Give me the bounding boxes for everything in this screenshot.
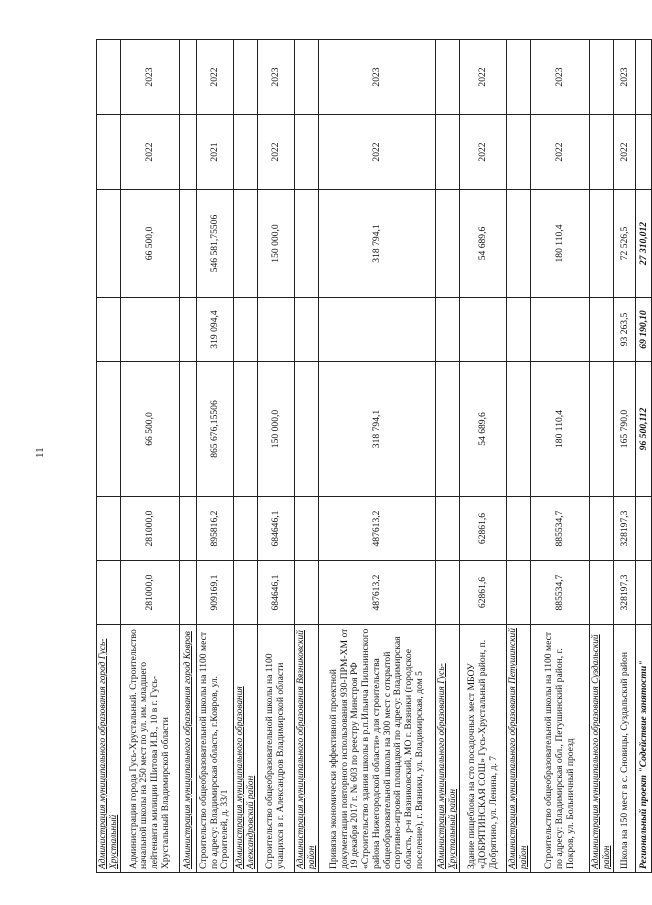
empty-cell <box>180 190 197 298</box>
total-funding-cell: 54 689,6 <box>460 362 507 497</box>
end-year-cell: 2022 <box>460 40 507 115</box>
empty-cell <box>97 40 121 115</box>
remaining-cost-cell: 281000,0 <box>121 497 180 561</box>
year2-funding-cell: 150 000,0 <box>258 190 295 298</box>
year2-funding-cell: 180 110,4 <box>531 190 590 298</box>
total-funding-cell: 150 000,0 <box>258 362 295 497</box>
empty-cell <box>507 115 531 190</box>
table-row <box>258 40 295 873</box>
total-year1-funding-cell: 69 190,10 <box>636 298 652 362</box>
empty-cell <box>507 40 531 115</box>
start-year-cell: 2022 <box>121 115 180 190</box>
empty-cell <box>295 190 319 298</box>
empty-cell <box>180 40 197 115</box>
object-name-cell: Строительство общеобразовательной школы на 1100 мест по адресу: Владимирская область, г.Ковров, ул. Строителей, д. 33/1 <box>197 625 234 873</box>
object-name-cell: Строительство общеобразовательной школы на 1100 учащихся в г. Александров Владимирской области <box>258 625 295 873</box>
empty-cell <box>180 362 197 497</box>
total-funding-cell: 865 676,15506 <box>197 362 234 497</box>
start-year-cell: 2022 <box>460 115 507 190</box>
section-heading: Администрация муниципального образования Александровский район <box>234 625 258 873</box>
year1-funding-cell: 319 094,4 <box>197 298 234 362</box>
table-row <box>460 40 507 873</box>
end-year-cell: 2023 <box>614 40 636 115</box>
empty-cell <box>507 190 531 298</box>
empty-cell <box>180 298 197 362</box>
empty-cell <box>590 497 614 561</box>
year2-funding-cell: 66 500,0 <box>121 190 180 298</box>
remaining-cost-cell: 487613,2 <box>319 497 436 561</box>
empty-cell <box>590 298 614 362</box>
total-total-funding-cell: 96 500,112 <box>636 362 652 497</box>
rotated-table-frame <box>96 40 649 873</box>
end-year-cell: 2023 <box>121 40 180 115</box>
section-heading-row <box>234 40 258 873</box>
estimated-cost-cell: 909169,1 <box>197 561 234 625</box>
table-row <box>121 40 180 873</box>
end-year-cell: 2022 <box>197 40 234 115</box>
section-heading-row <box>436 40 460 873</box>
section-heading: Администрация муниципального образования Петушинский район <box>507 625 531 873</box>
section-heading: Администрация муниципального образования город Ковров <box>180 625 197 873</box>
empty-cell <box>234 115 258 190</box>
end-year-cell: 2023 <box>258 40 295 115</box>
year2-funding-cell: 54 689,6 <box>460 190 507 298</box>
end-year-cell: 2023 <box>531 40 590 115</box>
estimated-cost-cell: 885534,7 <box>531 561 590 625</box>
year2-funding-cell: 546 581,75506 <box>197 190 234 298</box>
empty-cell <box>295 115 319 190</box>
remaining-cost-cell: 895816,2 <box>197 497 234 561</box>
empty-cell <box>436 362 460 497</box>
empty-cell <box>507 497 531 561</box>
empty-cell <box>590 40 614 115</box>
empty-cell <box>507 298 531 362</box>
total-remaining-cost-cell <box>636 497 652 561</box>
section-heading-row <box>507 40 531 873</box>
empty-cell <box>97 362 121 497</box>
object-name-cell: Здание пищеблока на сто посадочных мест МБОУ «ДОБРЯТИНСКАЯ СОШ» Гусь-Хрустальный район, п. Добрятино, ул. Ленина, д. 7 <box>460 625 507 873</box>
empty-cell <box>97 497 121 561</box>
empty-cell <box>436 190 460 298</box>
section-heading-row <box>97 40 121 873</box>
section-heading-row <box>295 40 319 873</box>
empty-cell <box>507 362 531 497</box>
remaining-cost-cell: 328197,3 <box>614 497 636 561</box>
total-end-year-cell <box>636 40 652 115</box>
remaining-cost-cell: 62861,6 <box>460 497 507 561</box>
empty-cell <box>295 298 319 362</box>
empty-cell <box>97 190 121 298</box>
start-year-cell: 2022 <box>319 115 436 190</box>
year1-funding-cell <box>121 298 180 362</box>
table-row <box>319 40 436 873</box>
total-year2-funding-cell: 27 310,012 <box>636 190 652 298</box>
total-start-year-cell <box>636 115 652 190</box>
empty-cell <box>436 40 460 115</box>
empty-cell <box>180 561 197 625</box>
section-heading: Администрация муниципального образования город Гусь-Хрустальный <box>97 625 121 873</box>
object-name-cell: Привязка экономически эффективной проектной документации повторного использования 930-ПРМ-ХМ от 19 декабря 2017 г. № 603 по реестру Минстроя РФ «Строительство здания школы в р.п.Ильича Пильнинского района Нижегородской области» для строительства общеобразовательной школы на 300 мест с открытой спортивно-игровой площадкой по адресу: Владимирская область, р-н Вязниковский, МО г. Вязники (городское поселение), г. Вязники, ул. Владимирская, дом 5 <box>319 625 436 873</box>
empty-cell <box>234 561 258 625</box>
empty-cell <box>590 362 614 497</box>
empty-cell <box>234 40 258 115</box>
year2-funding-cell: 72 526,5 <box>614 190 636 298</box>
table-row <box>614 40 636 873</box>
empty-cell <box>295 362 319 497</box>
empty-cell <box>590 190 614 298</box>
page-number: 11 <box>34 447 46 458</box>
empty-cell <box>436 115 460 190</box>
empty-cell <box>180 497 197 561</box>
total-funding-cell: 165 790,0 <box>614 362 636 497</box>
empty-cell <box>507 561 531 625</box>
total-funding-cell: 180 110,4 <box>531 362 590 497</box>
empty-cell <box>180 115 197 190</box>
empty-cell <box>295 497 319 561</box>
empty-cell <box>234 497 258 561</box>
object-name-cell: Администрация города Гусь-Хрустальный. Строительство начальной школы на 250 мест по ул. им. младшего лейтенанта милиции Шитова И.В., 10 в г. Гусь-Хрустальный Владимирской области <box>121 625 180 873</box>
estimated-cost-cell: 328197,3 <box>614 561 636 625</box>
estimated-cost-cell: 281000,0 <box>121 561 180 625</box>
year1-funding-cell <box>258 298 295 362</box>
start-year-cell: 2022 <box>258 115 295 190</box>
section-heading-row <box>590 40 614 873</box>
total-estimated-cost-cell <box>636 561 652 625</box>
total-funding-cell: 318 794,1 <box>319 362 436 497</box>
year1-funding-cell: 93 263,5 <box>614 298 636 362</box>
estimated-cost-cell: 62861,6 <box>460 561 507 625</box>
remaining-cost-cell: 684646,1 <box>258 497 295 561</box>
empty-cell <box>97 561 121 625</box>
total-object-name-cell: Региональный проект "Содействие занятости" <box>636 625 652 873</box>
remaining-cost-cell: 885534,7 <box>531 497 590 561</box>
empty-cell <box>97 298 121 362</box>
empty-cell <box>295 40 319 115</box>
empty-cell <box>234 362 258 497</box>
estimated-cost-cell: 684646,1 <box>258 561 295 625</box>
empty-cell <box>295 561 319 625</box>
table-row <box>197 40 234 873</box>
start-year-cell: 2021 <box>197 115 234 190</box>
total-funding-cell: 66 500,0 <box>121 362 180 497</box>
section-heading: Администрация муниципального образования Суздальский район <box>590 625 614 873</box>
start-year-cell: 2022 <box>531 115 590 190</box>
empty-cell <box>590 115 614 190</box>
year1-funding-cell <box>319 298 436 362</box>
year1-funding-cell <box>460 298 507 362</box>
object-name-cell: Школа на 150 мест в с. Сновицы, Суздальский район <box>614 625 636 873</box>
end-year-cell: 2023 <box>319 40 436 115</box>
estimated-cost-cell: 487613,2 <box>319 561 436 625</box>
empty-cell <box>97 115 121 190</box>
investment-table <box>96 39 652 873</box>
year1-funding-cell <box>531 298 590 362</box>
section-heading: Администрация муниципального образования Вязниковский район <box>295 625 319 873</box>
empty-cell <box>436 561 460 625</box>
empty-cell <box>590 561 614 625</box>
empty-cell <box>234 298 258 362</box>
empty-cell <box>436 298 460 362</box>
section-heading: Администрация муниципального образования Гусь-Хрустальный район <box>436 625 460 873</box>
empty-cell <box>234 190 258 298</box>
year2-funding-cell: 318 794,1 <box>319 190 436 298</box>
section-heading-row <box>180 40 197 873</box>
start-year-cell: 2022 <box>614 115 636 190</box>
total-row <box>636 40 652 873</box>
table-body <box>97 40 652 873</box>
empty-cell <box>436 497 460 561</box>
table-row <box>531 40 590 873</box>
object-name-cell: Строительство общеобразовательной школы на 1100 мест по адресу: Владимирская обл., Петушинский район, г. Покров, ул. Больничный проезд <box>531 625 590 873</box>
